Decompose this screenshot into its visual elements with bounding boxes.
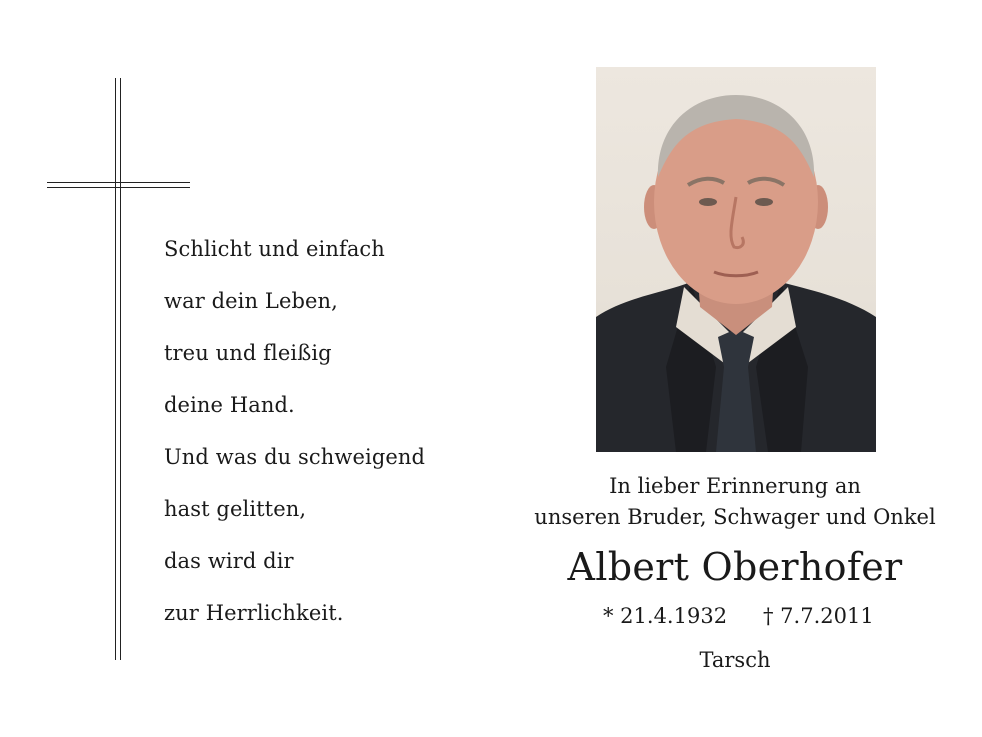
portrait-photo <box>596 67 876 452</box>
place-name: Tarsch <box>699 648 771 672</box>
deceased-name: Albert Oberhofer <box>567 545 903 589</box>
poem-line: das wird dir <box>164 549 294 573</box>
poem-line: Und was du schweigend <box>164 445 426 469</box>
cross-horizontal-line <box>47 182 190 183</box>
poem-line: zur Herrlichkeit. <box>164 601 344 625</box>
cross-vertical-line <box>120 78 121 660</box>
poem-line: hast gelitten, <box>164 497 307 521</box>
poem <box>164 236 425 652</box>
relationship-line: unseren Bruder, Schwager und Onkel <box>534 505 936 529</box>
cross-vertical-line <box>115 78 116 660</box>
poem-line: war dein Leben, <box>164 289 338 313</box>
death-date: † 7.7.2011 <box>763 604 874 628</box>
poem-line: Schlicht und einfach <box>164 237 385 261</box>
poem-line: deine Hand. <box>164 393 295 417</box>
birth-date: * 21.4.1932 <box>603 604 728 628</box>
memory-intro-line: In lieber Erinnerung an <box>609 474 861 498</box>
poem-line: treu und fleißig <box>164 341 332 365</box>
cross-horizontal-line <box>47 187 190 188</box>
